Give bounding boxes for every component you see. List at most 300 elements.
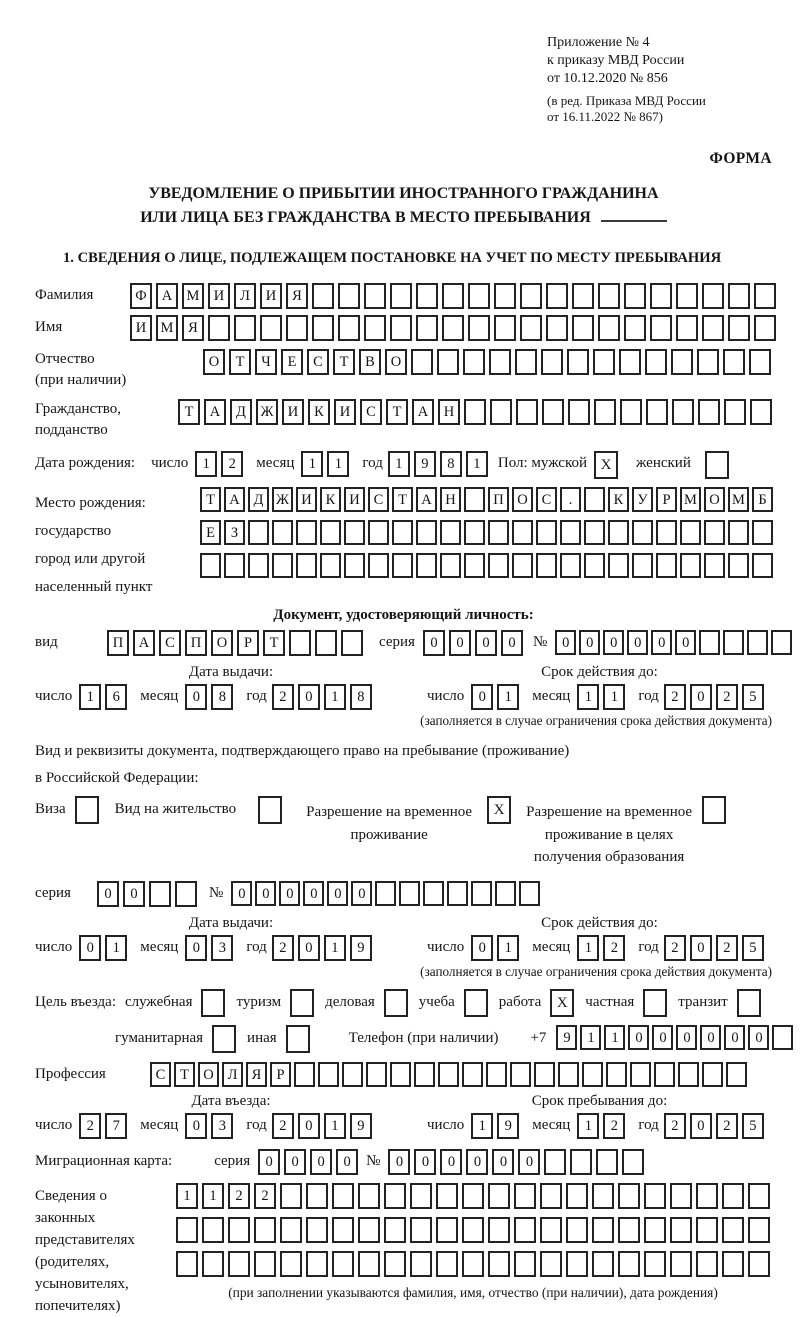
char-cell[interactable] <box>392 520 413 545</box>
char-cell[interactable]: 0 <box>555 630 576 655</box>
char-cell[interactable]: О <box>211 630 233 656</box>
char-cell[interactable]: 1 <box>603 684 625 710</box>
char-cell[interactable] <box>536 553 557 578</box>
char-cell[interactable]: 0 <box>492 1149 514 1175</box>
char-cell[interactable]: А <box>412 399 434 425</box>
char-cell[interactable]: 0 <box>327 881 348 906</box>
char-cell[interactable] <box>315 630 337 656</box>
char-cell[interactable]: И <box>282 399 304 425</box>
char-cell[interactable] <box>442 283 464 309</box>
char-cell[interactable]: П <box>185 630 207 656</box>
char-cell[interactable] <box>728 553 749 578</box>
char-cell[interactable]: Н <box>440 487 461 512</box>
char-cell[interactable] <box>358 1251 380 1277</box>
char-cell[interactable]: 7 <box>105 1113 127 1139</box>
char-cell[interactable] <box>289 630 311 656</box>
char-cell[interactable] <box>462 1217 484 1243</box>
char-cell[interactable]: 1 <box>580 1025 601 1050</box>
char-cell[interactable]: Ф <box>130 283 152 309</box>
char-cell[interactable]: 8 <box>350 684 372 710</box>
char-cell[interactable] <box>306 1217 328 1243</box>
char-cell[interactable] <box>410 1217 432 1243</box>
char-cell[interactable]: 2 <box>664 684 686 710</box>
char-cell[interactable] <box>364 283 386 309</box>
char-cell[interactable]: Я <box>182 315 204 341</box>
char-cell[interactable]: 0 <box>690 935 712 961</box>
char-cell[interactable] <box>410 1251 432 1277</box>
char-cell[interactable]: И <box>344 487 365 512</box>
char-cell[interactable] <box>520 283 542 309</box>
char-cell[interactable]: Т <box>333 349 355 375</box>
char-cell[interactable]: Т <box>178 399 200 425</box>
char-cell[interactable] <box>608 553 629 578</box>
char-cell[interactable] <box>566 1217 588 1243</box>
char-cell[interactable]: 9 <box>556 1025 577 1050</box>
char-cell[interactable]: И <box>334 399 356 425</box>
char-cell[interactable] <box>519 881 540 906</box>
char-cell[interactable] <box>488 553 509 578</box>
char-cell[interactable]: 1 <box>301 451 323 477</box>
char-cell[interactable] <box>512 520 533 545</box>
char-cell[interactable] <box>368 520 389 545</box>
char-cell[interactable]: М <box>728 487 749 512</box>
char-cell[interactable] <box>248 553 269 578</box>
char-cell[interactable]: 1 <box>195 451 217 477</box>
char-cell[interactable] <box>748 1217 770 1243</box>
char-cell[interactable] <box>296 520 317 545</box>
char-cell[interactable] <box>702 1062 723 1087</box>
char-cell[interactable] <box>540 1183 562 1209</box>
char-cell[interactable]: С <box>368 487 389 512</box>
temp-residence-permit-checkbox[interactable]: X <box>487 796 511 824</box>
char-cell[interactable]: 9 <box>497 1113 519 1139</box>
char-cell[interactable]: 2 <box>254 1183 276 1209</box>
char-cell[interactable] <box>411 349 433 375</box>
char-cell[interactable] <box>436 1217 458 1243</box>
char-cell[interactable] <box>558 1062 579 1087</box>
char-cell[interactable] <box>676 315 698 341</box>
char-cell[interactable]: 2 <box>221 451 243 477</box>
char-cell[interactable] <box>670 1217 692 1243</box>
char-cell[interactable]: У <box>632 487 653 512</box>
char-cell[interactable] <box>608 520 629 545</box>
char-cell[interactable] <box>644 1217 666 1243</box>
char-cell[interactable] <box>447 881 468 906</box>
char-cell[interactable]: 2 <box>228 1183 250 1209</box>
char-cell[interactable] <box>399 881 420 906</box>
char-cell[interactable] <box>390 315 412 341</box>
char-cell[interactable] <box>149 881 171 907</box>
char-cell[interactable]: С <box>159 630 181 656</box>
char-cell[interactable] <box>468 283 490 309</box>
char-cell[interactable] <box>546 283 568 309</box>
char-cell[interactable] <box>596 1149 618 1175</box>
char-cell[interactable]: 0 <box>255 881 276 906</box>
char-cell[interactable] <box>358 1183 380 1209</box>
char-cell[interactable] <box>488 1217 510 1243</box>
char-cell[interactable] <box>494 283 516 309</box>
char-cell[interactable]: Я <box>286 283 308 309</box>
char-cell[interactable] <box>606 1062 627 1087</box>
char-cell[interactable] <box>592 1251 614 1277</box>
char-cell[interactable]: 2 <box>272 935 294 961</box>
char-cell[interactable] <box>619 349 641 375</box>
char-cell[interactable] <box>416 283 438 309</box>
char-cell[interactable]: К <box>320 487 341 512</box>
char-cell[interactable]: 5 <box>742 935 764 961</box>
char-cell[interactable]: О <box>198 1062 219 1087</box>
char-cell[interactable] <box>516 399 538 425</box>
char-cell[interactable] <box>384 1183 406 1209</box>
char-cell[interactable] <box>624 315 646 341</box>
char-cell[interactable] <box>312 283 334 309</box>
char-cell[interactable] <box>176 1217 198 1243</box>
char-cell[interactable] <box>440 520 461 545</box>
char-cell[interactable] <box>724 399 746 425</box>
char-cell[interactable]: 0 <box>676 1025 697 1050</box>
char-cell[interactable]: 2 <box>716 1113 738 1139</box>
char-cell[interactable] <box>598 315 620 341</box>
char-cell[interactable] <box>618 1183 640 1209</box>
char-cell[interactable] <box>534 1062 555 1087</box>
char-cell[interactable] <box>272 520 293 545</box>
purpose-option-checkbox[interactable] <box>737 989 761 1017</box>
char-cell[interactable]: 3 <box>211 935 233 961</box>
char-cell[interactable] <box>726 1062 747 1087</box>
char-cell[interactable] <box>722 1183 744 1209</box>
char-cell[interactable] <box>514 1251 536 1277</box>
char-cell[interactable] <box>566 1183 588 1209</box>
char-cell[interactable]: О <box>704 487 725 512</box>
char-cell[interactable]: Ж <box>272 487 293 512</box>
char-cell[interactable] <box>514 1183 536 1209</box>
char-cell[interactable] <box>536 520 557 545</box>
char-cell[interactable] <box>723 349 745 375</box>
char-cell[interactable] <box>572 315 594 341</box>
char-cell[interactable] <box>488 1183 510 1209</box>
char-cell[interactable] <box>416 520 437 545</box>
char-cell[interactable] <box>728 283 750 309</box>
char-cell[interactable]: 2 <box>716 935 738 961</box>
char-cell[interactable]: Н <box>438 399 460 425</box>
char-cell[interactable] <box>208 315 230 341</box>
char-cell[interactable]: 2 <box>603 935 625 961</box>
purpose-option-checkbox[interactable] <box>201 989 225 1017</box>
char-cell[interactable] <box>544 1149 566 1175</box>
char-cell[interactable]: С <box>360 399 382 425</box>
char-cell[interactable] <box>260 315 282 341</box>
char-cell[interactable] <box>624 283 646 309</box>
char-cell[interactable]: 1 <box>324 684 346 710</box>
char-cell[interactable]: 1 <box>577 935 599 961</box>
char-cell[interactable] <box>654 1062 675 1087</box>
char-cell[interactable] <box>582 1062 603 1087</box>
char-cell[interactable] <box>560 553 581 578</box>
char-cell[interactable]: М <box>156 315 178 341</box>
char-cell[interactable]: З <box>224 520 245 545</box>
char-cell[interactable]: 2 <box>79 1113 101 1139</box>
char-cell[interactable]: 8 <box>211 684 233 710</box>
char-cell[interactable] <box>332 1251 354 1277</box>
char-cell[interactable] <box>702 315 724 341</box>
char-cell[interactable] <box>646 399 668 425</box>
purpose-option-checkbox[interactable] <box>464 989 488 1017</box>
char-cell[interactable] <box>306 1183 328 1209</box>
char-cell[interactable]: 0 <box>724 1025 745 1050</box>
char-cell[interactable]: 6 <box>105 684 127 710</box>
char-cell[interactable]: 0 <box>628 1025 649 1050</box>
char-cell[interactable] <box>390 283 412 309</box>
char-cell[interactable]: Т <box>229 349 251 375</box>
char-cell[interactable] <box>722 1217 744 1243</box>
char-cell[interactable] <box>567 349 589 375</box>
char-cell[interactable] <box>754 283 776 309</box>
char-cell[interactable]: 0 <box>471 684 493 710</box>
char-cell[interactable] <box>202 1251 224 1277</box>
char-cell[interactable]: 1 <box>577 1113 599 1139</box>
char-cell[interactable] <box>332 1217 354 1243</box>
char-cell[interactable] <box>772 1025 793 1050</box>
char-cell[interactable] <box>697 349 719 375</box>
char-cell[interactable]: 0 <box>423 630 445 656</box>
char-cell[interactable] <box>332 1183 354 1209</box>
char-cell[interactable]: Д <box>248 487 269 512</box>
char-cell[interactable] <box>462 1183 484 1209</box>
char-cell[interactable] <box>202 1217 224 1243</box>
char-cell[interactable] <box>338 283 360 309</box>
char-cell[interactable]: 0 <box>518 1149 540 1175</box>
char-cell[interactable] <box>254 1217 276 1243</box>
char-cell[interactable] <box>699 630 720 655</box>
char-cell[interactable]: 2 <box>664 935 686 961</box>
char-cell[interactable] <box>384 1251 406 1277</box>
char-cell[interactable] <box>566 1251 588 1277</box>
char-cell[interactable]: 1 <box>497 684 519 710</box>
char-cell[interactable] <box>416 315 438 341</box>
char-cell[interactable] <box>728 520 749 545</box>
char-cell[interactable] <box>320 520 341 545</box>
char-cell[interactable]: 0 <box>700 1025 721 1050</box>
char-cell[interactable]: 1 <box>466 451 488 477</box>
char-cell[interactable] <box>464 520 485 545</box>
char-cell[interactable]: 0 <box>97 881 119 907</box>
char-cell[interactable]: 0 <box>123 881 145 907</box>
char-cell[interactable] <box>306 1251 328 1277</box>
residence-permit-checkbox[interactable] <box>258 796 282 824</box>
char-cell[interactable] <box>644 1251 666 1277</box>
purpose-option-checkbox[interactable] <box>212 1025 236 1053</box>
char-cell[interactable]: 1 <box>105 935 127 961</box>
char-cell[interactable]: 1 <box>388 451 410 477</box>
char-cell[interactable] <box>200 553 221 578</box>
char-cell[interactable] <box>644 1183 666 1209</box>
char-cell[interactable] <box>510 1062 531 1087</box>
char-cell[interactable]: 2 <box>272 1113 294 1139</box>
char-cell[interactable] <box>464 487 485 512</box>
char-cell[interactable] <box>338 315 360 341</box>
char-cell[interactable] <box>463 349 485 375</box>
char-cell[interactable]: И <box>130 315 152 341</box>
char-cell[interactable]: 1 <box>497 935 519 961</box>
char-cell[interactable] <box>436 1183 458 1209</box>
char-cell[interactable] <box>702 283 724 309</box>
char-cell[interactable]: 0 <box>351 881 372 906</box>
char-cell[interactable]: 0 <box>651 630 672 655</box>
char-cell[interactable]: И <box>260 283 282 309</box>
char-cell[interactable] <box>468 315 490 341</box>
char-cell[interactable] <box>672 399 694 425</box>
char-cell[interactable] <box>490 399 512 425</box>
char-cell[interactable]: 0 <box>440 1149 462 1175</box>
char-cell[interactable] <box>584 487 605 512</box>
char-cell[interactable] <box>272 553 293 578</box>
char-cell[interactable] <box>440 553 461 578</box>
char-cell[interactable] <box>495 881 516 906</box>
char-cell[interactable] <box>410 1183 432 1209</box>
char-cell[interactable] <box>704 520 725 545</box>
char-cell[interactable] <box>520 315 542 341</box>
char-cell[interactable] <box>286 315 308 341</box>
char-cell[interactable] <box>375 881 396 906</box>
char-cell[interactable]: Т <box>386 399 408 425</box>
char-cell[interactable]: 5 <box>742 1113 764 1139</box>
char-cell[interactable]: 0 <box>603 630 624 655</box>
char-cell[interactable]: И <box>208 283 230 309</box>
char-cell[interactable]: 0 <box>579 630 600 655</box>
char-cell[interactable] <box>698 399 720 425</box>
char-cell[interactable]: О <box>512 487 533 512</box>
char-cell[interactable]: 0 <box>258 1149 280 1175</box>
char-cell[interactable] <box>656 553 677 578</box>
char-cell[interactable]: Т <box>174 1062 195 1087</box>
char-cell[interactable] <box>754 315 776 341</box>
char-cell[interactable] <box>280 1217 302 1243</box>
char-cell[interactable] <box>593 349 615 375</box>
char-cell[interactable] <box>294 1062 315 1087</box>
char-cell[interactable]: 0 <box>388 1149 410 1175</box>
char-cell[interactable]: 0 <box>298 684 320 710</box>
char-cell[interactable] <box>254 1251 276 1277</box>
char-cell[interactable]: Ч <box>255 349 277 375</box>
char-cell[interactable]: 1 <box>324 935 346 961</box>
char-cell[interactable]: Б <box>752 487 773 512</box>
char-cell[interactable] <box>436 1251 458 1277</box>
char-cell[interactable] <box>486 1062 507 1087</box>
char-cell[interactable]: Т <box>200 487 221 512</box>
char-cell[interactable]: М <box>680 487 701 512</box>
char-cell[interactable] <box>423 881 444 906</box>
char-cell[interactable]: 1 <box>327 451 349 477</box>
char-cell[interactable]: 0 <box>185 1113 207 1139</box>
education-residence-permit-checkbox[interactable] <box>702 796 726 824</box>
char-cell[interactable] <box>560 520 581 545</box>
char-cell[interactable] <box>620 399 642 425</box>
char-cell[interactable]: 0 <box>284 1149 306 1175</box>
char-cell[interactable] <box>390 1062 411 1087</box>
char-cell[interactable]: Д <box>230 399 252 425</box>
char-cell[interactable] <box>696 1183 718 1209</box>
char-cell[interactable] <box>722 1251 744 1277</box>
char-cell[interactable] <box>494 315 516 341</box>
char-cell[interactable]: 0 <box>501 630 523 656</box>
char-cell[interactable] <box>175 881 197 907</box>
char-cell[interactable] <box>723 630 744 655</box>
sex-female-checkbox[interactable] <box>705 451 729 479</box>
char-cell[interactable]: С <box>307 349 329 375</box>
char-cell[interactable]: Р <box>656 487 677 512</box>
char-cell[interactable] <box>489 349 511 375</box>
char-cell[interactable] <box>296 553 317 578</box>
char-cell[interactable] <box>630 1062 651 1087</box>
purpose-option-checkbox[interactable] <box>643 989 667 1017</box>
char-cell[interactable]: 2 <box>272 684 294 710</box>
char-cell[interactable]: 1 <box>577 684 599 710</box>
char-cell[interactable] <box>384 1217 406 1243</box>
char-cell[interactable] <box>442 315 464 341</box>
char-cell[interactable] <box>464 399 486 425</box>
char-cell[interactable] <box>542 399 564 425</box>
char-cell[interactable]: П <box>488 487 509 512</box>
char-cell[interactable]: А <box>204 399 226 425</box>
purpose-option-checkbox[interactable]: X <box>550 989 574 1017</box>
char-cell[interactable] <box>650 283 672 309</box>
char-cell[interactable] <box>512 553 533 578</box>
char-cell[interactable] <box>488 520 509 545</box>
purpose-option-checkbox[interactable] <box>384 989 408 1017</box>
char-cell[interactable] <box>176 1251 198 1277</box>
char-cell[interactable] <box>748 1183 770 1209</box>
char-cell[interactable] <box>462 1251 484 1277</box>
char-cell[interactable]: Т <box>392 487 413 512</box>
char-cell[interactable]: Р <box>270 1062 291 1087</box>
char-cell[interactable]: 0 <box>748 1025 769 1050</box>
char-cell[interactable]: Я <box>246 1062 267 1087</box>
sex-male-checkbox[interactable]: X <box>594 451 618 479</box>
char-cell[interactable] <box>584 520 605 545</box>
purpose-option-checkbox[interactable] <box>290 989 314 1017</box>
char-cell[interactable] <box>632 553 653 578</box>
visa-checkbox[interactable] <box>75 796 99 824</box>
char-cell[interactable] <box>680 520 701 545</box>
char-cell[interactable] <box>341 630 363 656</box>
char-cell[interactable] <box>344 520 365 545</box>
char-cell[interactable]: 2 <box>603 1113 625 1139</box>
char-cell[interactable]: 0 <box>279 881 300 906</box>
char-cell[interactable]: 0 <box>627 630 648 655</box>
char-cell[interactable] <box>622 1149 644 1175</box>
char-cell[interactable] <box>318 1062 339 1087</box>
char-cell[interactable] <box>748 1251 770 1277</box>
char-cell[interactable] <box>598 283 620 309</box>
char-cell[interactable]: 0 <box>466 1149 488 1175</box>
char-cell[interactable] <box>618 1251 640 1277</box>
char-cell[interactable]: М <box>182 283 204 309</box>
char-cell[interactable] <box>464 553 485 578</box>
char-cell[interactable] <box>438 1062 459 1087</box>
char-cell[interactable]: Л <box>234 283 256 309</box>
char-cell[interactable]: 1 <box>471 1113 493 1139</box>
char-cell[interactable] <box>618 1217 640 1243</box>
purpose-option-checkbox[interactable] <box>286 1025 310 1053</box>
char-cell[interactable]: И <box>296 487 317 512</box>
char-cell[interactable] <box>228 1217 250 1243</box>
char-cell[interactable]: 0 <box>185 935 207 961</box>
char-cell[interactable] <box>747 630 768 655</box>
char-cell[interactable]: А <box>224 487 245 512</box>
char-cell[interactable] <box>228 1251 250 1277</box>
char-cell[interactable]: Л <box>222 1062 243 1087</box>
char-cell[interactable] <box>670 1251 692 1277</box>
